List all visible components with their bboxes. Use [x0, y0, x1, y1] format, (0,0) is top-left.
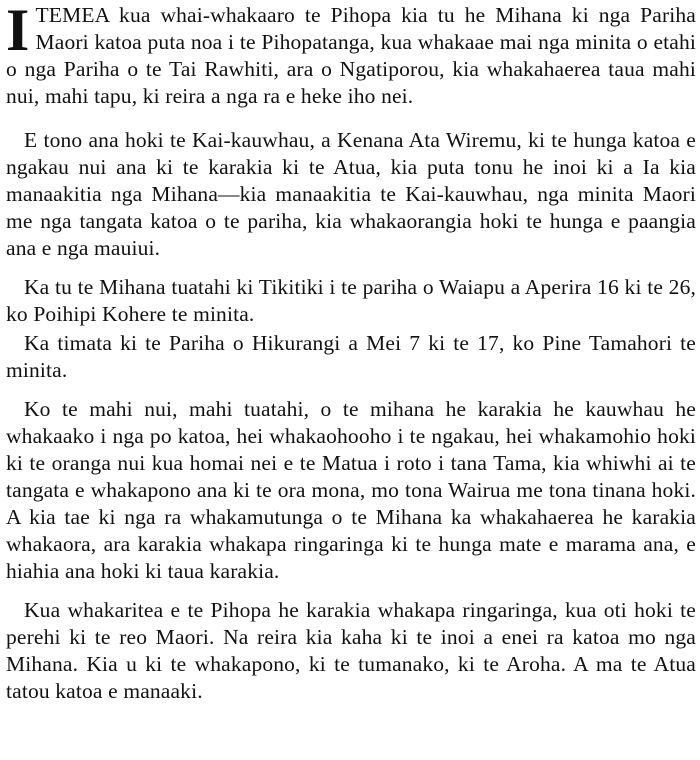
paragraph-5: Ko te mahi nui, mahi tuatahi, o te mihana he karakia he kauwhau he whakaako i nga po katoa, hei whakaohooho i te ngakau, hei whakamohio hoki ki te oranga nui kua homai nei e te Matua i roto i tana Tama, kia whiwhi ai te tangata e whakapono ana ki te ora mona, mo tona Wairua me tona tinana hoki. A kia tae ki nga ra whakamutunga o te Mihana ka whakahaerea he karakia whakaora, ara karakia whakapa ringaringa ki te hunga mate e marama ana, e hiahia ana hoki ki taua karakia.: [6, 397, 696, 583]
paragraph-2: E tono ana hoki te Kai-kauwhau, a Kenana Ata Wiremu, ki te hunga katoa e ngakau nui ana ki te karakia ki te Atua, kia puta tonu he inoi ki a Ia kia manaakitia nga Mihana—kia manaakitia te Kai-kauwhau, nga minita Maori me nga tangata katoa o te pariha, kia whakaorangia hoki te hunga e paangia ana e nga mauiui.: [6, 128, 696, 260]
paragraph-3: Ka tu te Mihana tuatahi ki Tikitiki i te pariha o Waiapu a Aperira 16 ki te 26, ko Poihipi Kohere te minita.: [6, 275, 696, 326]
paragraph-1-text: TEMEA kua whai-whakaaro te Pihopa kia tu he Mihana ki nga Pariha Maori katoa puta noa i te Pihopatanga, kua whakaae mai nga minita o etahi o nga Pariha o te Tai Rawhiti, ara o Ngatiporou, kia whakahaerea taua mahi nui, mahi tapu, ki reira a nga ra e heke iho nei.: [6, 3, 696, 108]
paragraph-4: Ka timata ki te Pariha o Hikurangi a Mei 7 ki te 17, ko Pine Tamahori te minita.: [6, 331, 696, 382]
drop-cap: I: [6, 0, 30, 63]
document-page: [6, 2, 696, 705]
paragraph-6: Kua whakaritea e te Pihopa he karakia whakapa ringaringa, kua oti hoki te perehi ki te reo Maori. Na reira kia kaha ki te inoi a enei ra katoa mo nga Mihana. Kia u ki te whakapono, ki te tumanako, ki te Aroha. A ma te Atua tatou katoa e manaaki.: [6, 598, 696, 703]
paragraph-1: [6, 2, 696, 110]
